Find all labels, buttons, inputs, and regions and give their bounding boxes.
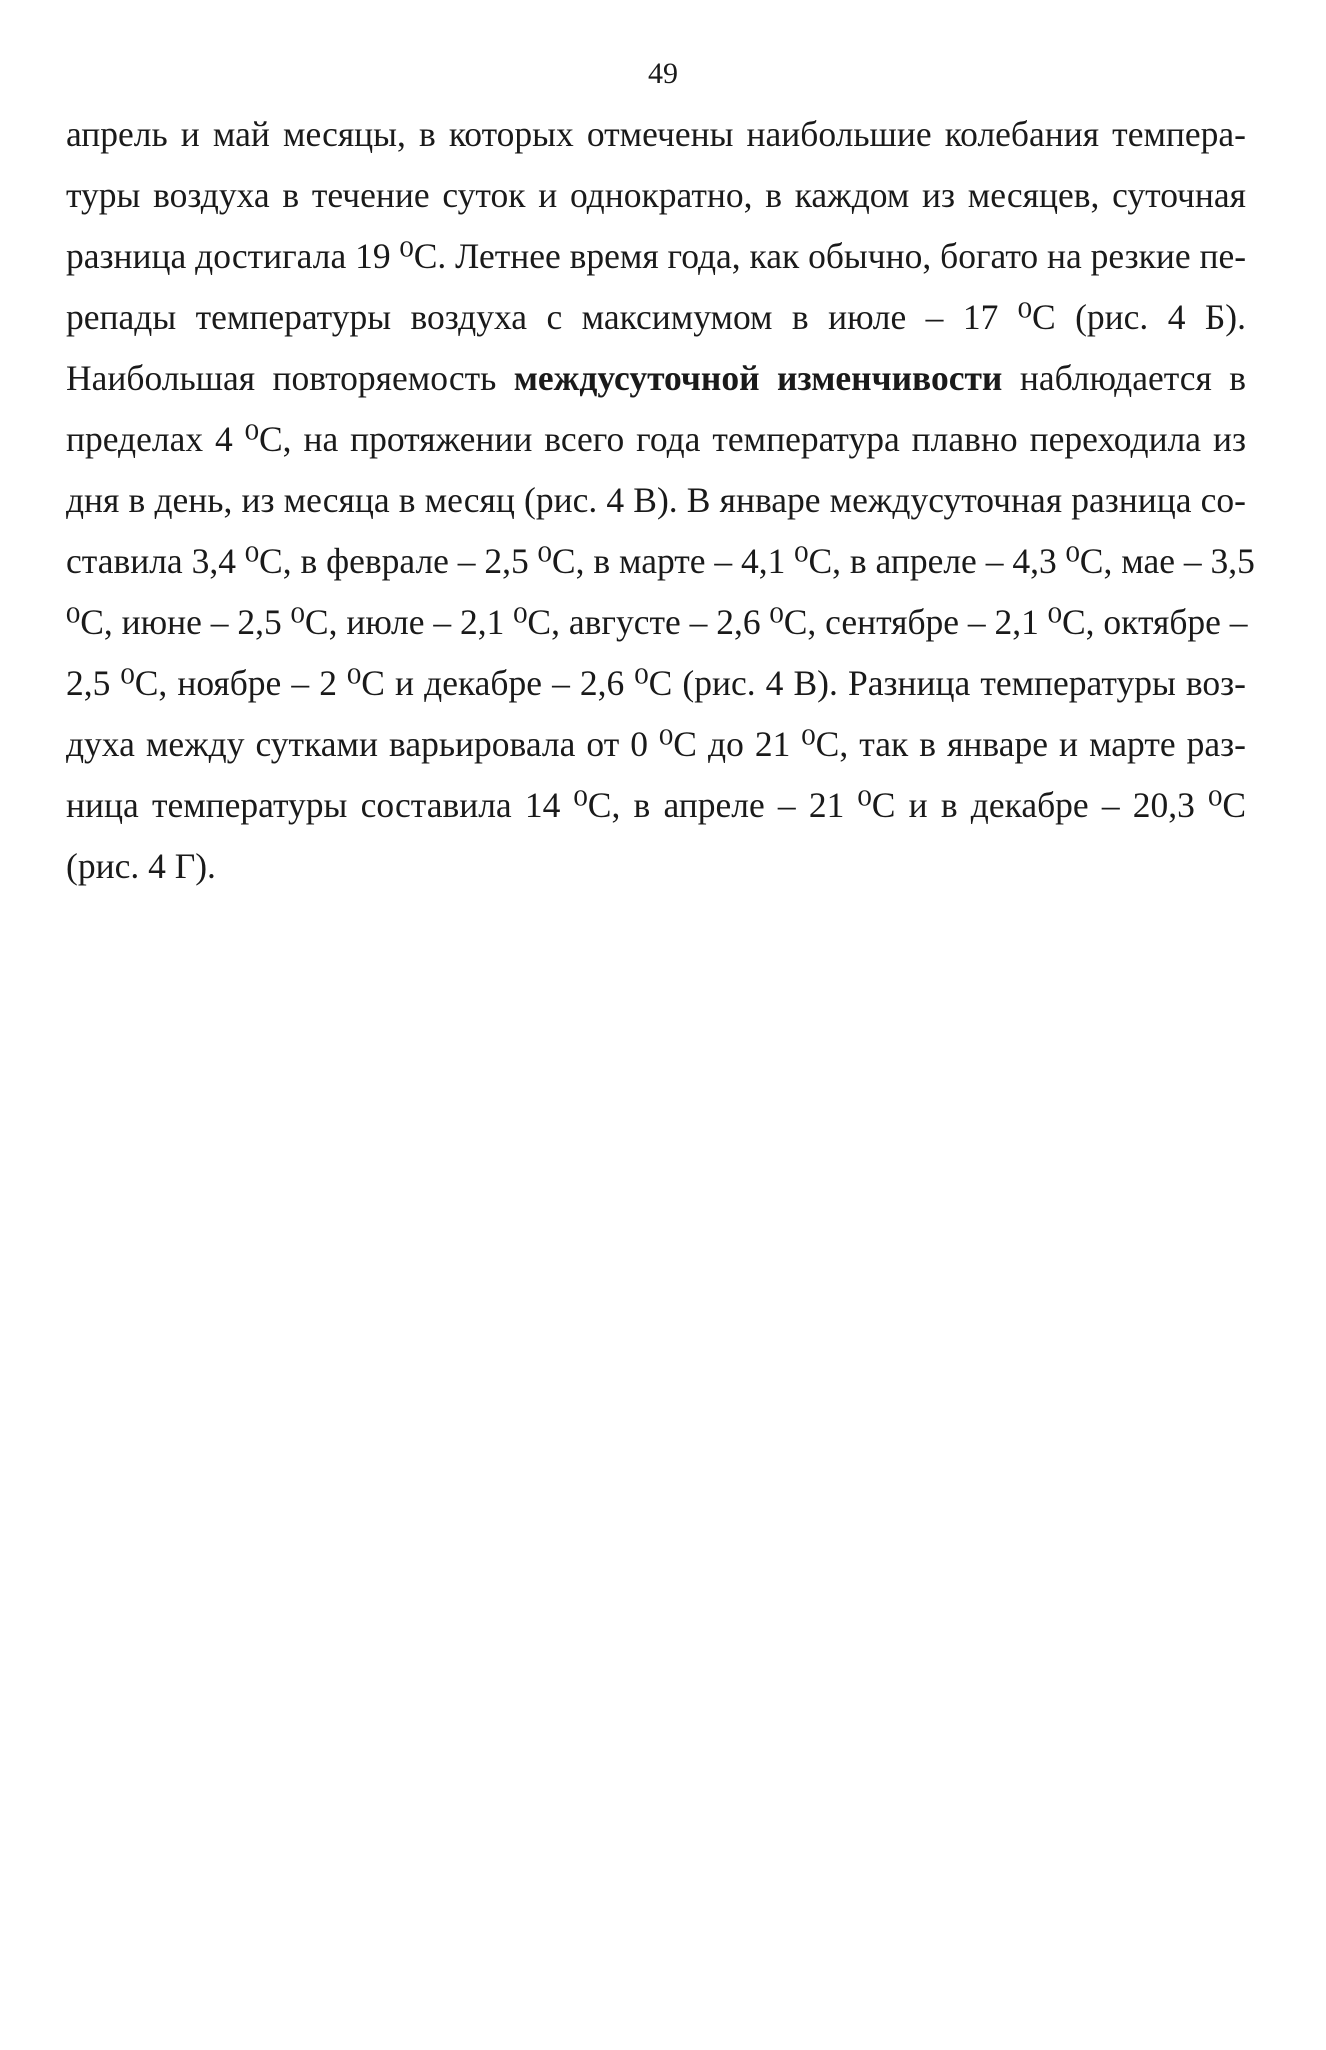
text-line: духа между сутками варьировала от 0 ⁰С до 21 ⁰С, так в январе и марте раз- bbox=[66, 724, 1246, 764]
text-line: апрель и май месяцы, в которых отмечены наибольшие колебания темпера- bbox=[66, 114, 1246, 154]
text-line: репады температуры воздуха с максимумом в июле – 17 ⁰С (рис. 4 Б). bbox=[66, 297, 1246, 337]
text-segment: наблюдается в bbox=[1002, 358, 1246, 398]
text-line: пределах 4 ⁰С, на протяжении всего года температура плавно переходила из bbox=[66, 419, 1246, 459]
body-paragraph bbox=[66, 104, 1255, 897]
text-line: туры воздуха в течение суток и однократно, в каждом из месяцев, суточная bbox=[66, 175, 1246, 215]
text-segment: Наибольшая повторяемость bbox=[66, 358, 514, 398]
text-line bbox=[66, 348, 1246, 409]
text-line: ставила 3,4 ⁰С, в феврале – 2,5 ⁰С, в марте – 4,1 ⁰С, в апреле – 4,3 ⁰С, мае – 3,5 bbox=[66, 541, 1255, 581]
text-line: дня в день, из месяца в месяц (рис. 4 В). В январе междусуточная разница со- bbox=[66, 480, 1246, 520]
text-line: ница температуры составила 14 ⁰С, в апреле – 21 ⁰С и в декабре – 20,3 ⁰С bbox=[66, 785, 1246, 825]
text-line: (рис. 4 Г). bbox=[66, 846, 216, 886]
page-number: 49 bbox=[648, 57, 678, 90]
text-line: 2,5 ⁰С, ноябре – 2 ⁰С и декабре – 2,6 ⁰С (рис. 4 В). Разница температуры воз- bbox=[66, 663, 1246, 703]
text-line: ⁰С, июне – 2,5 ⁰С, июле – 2,1 ⁰С, августе – 2,6 ⁰С, сентябре – 2,1 ⁰С, октябре – bbox=[66, 602, 1248, 642]
text-line: разница достигала 19 ⁰С. Летнее время года, как обычно, богато на резкие пе- bbox=[66, 236, 1247, 276]
bold-term: междусуточной изменчивости bbox=[513, 358, 1003, 398]
